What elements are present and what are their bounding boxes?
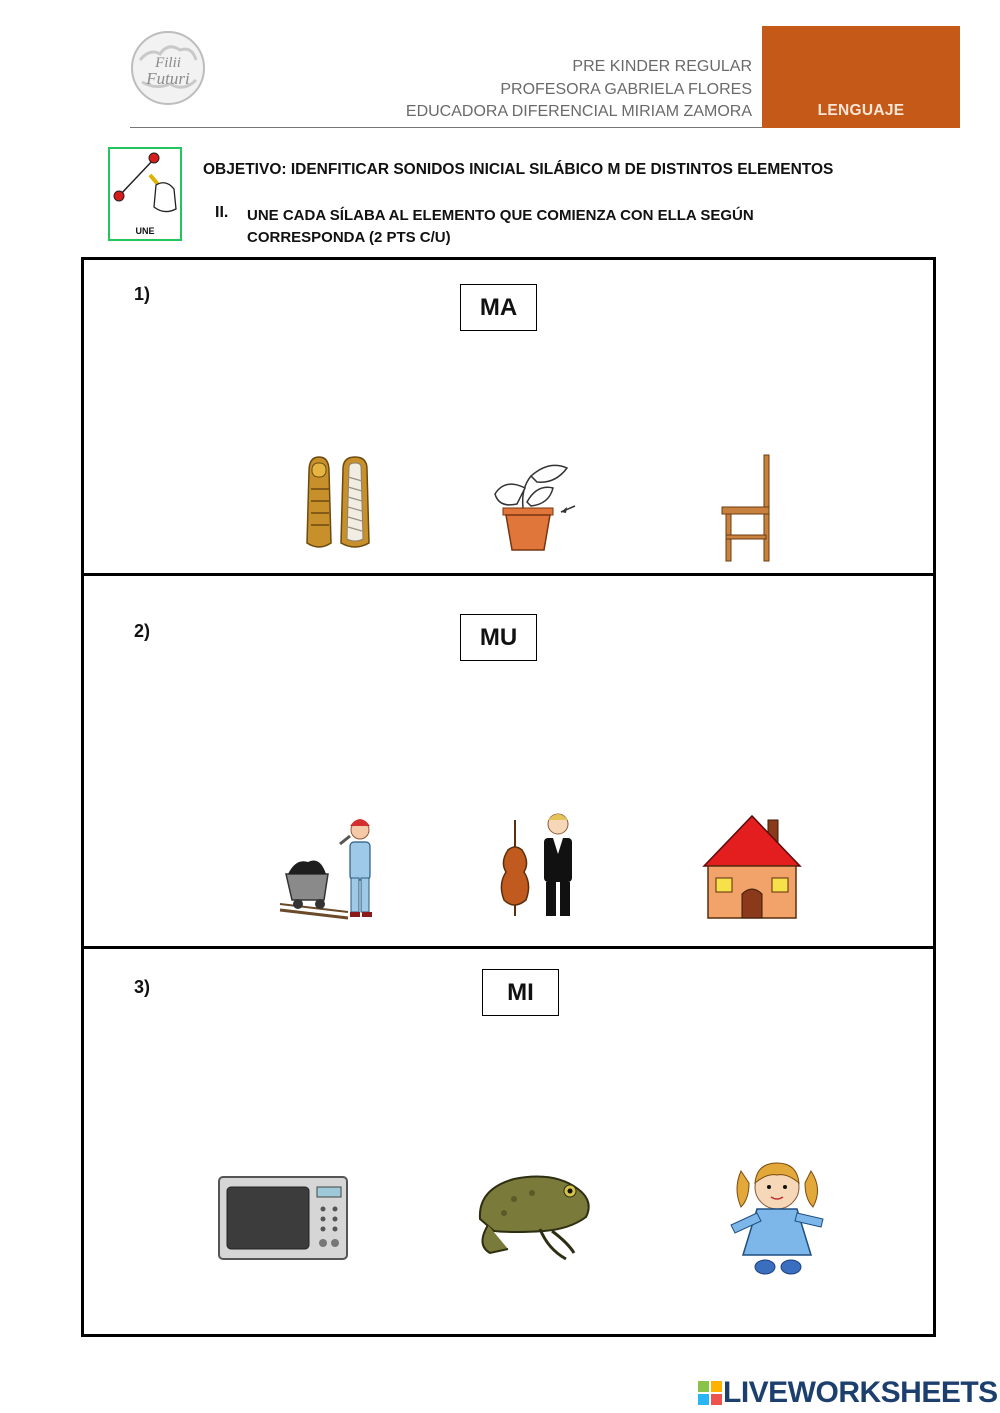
syllable-box[interactable]: MU [460, 614, 537, 661]
section-number: 3) [134, 977, 151, 997]
join-pictogram [108, 147, 182, 241]
liveworksheets-brand[interactable] [697, 1376, 998, 1410]
mummy-image[interactable] [303, 453, 373, 553]
course-name: PRE KINDER REGULAR [572, 58, 752, 75]
musician-image[interactable] [490, 806, 585, 921]
teacher-name: PROFESORA GABRIELA FLORES [500, 80, 752, 98]
educator-name: EDUCADORA DIFERENCIAL MIRIAM ZAMORA [405, 103, 752, 120]
school-logo [130, 30, 206, 106]
miner-image[interactable] [278, 806, 390, 921]
section-number: 1) [134, 284, 151, 304]
microwave-image[interactable] [217, 1173, 351, 1263]
liveworksheets-logo-icon [697, 1380, 723, 1406]
subject-banner [762, 26, 960, 128]
subject-label: LENGUAJE [817, 102, 905, 119]
toad-image[interactable] [474, 1169, 596, 1269]
house-image[interactable] [702, 814, 802, 921]
logo-text-1: Filii [155, 55, 181, 71]
exercise-section-1 [81, 257, 936, 576]
section-number: 2) [134, 621, 151, 641]
objective-text: OBJETIVO: IDENFITICAR SONIDOS INICIAL SILÁBICO M DE DISTINTOS ELEMENTOS [203, 161, 834, 178]
chair-image[interactable] [718, 453, 778, 563]
doll-image[interactable] [727, 1159, 839, 1279]
pictogram-caption: UNE [135, 226, 155, 236]
exercise-section-3 [81, 946, 936, 1337]
instruction-text: UNE CADA SÍLABA AL ELEMENTO QUE COMIENZA CON ELLA SEGÚN CORRESPONDA (2 PTS C/U) [247, 207, 754, 246]
pencil-join-icon [110, 149, 180, 223]
header-info [406, 56, 752, 124]
instruction-number: II. [215, 204, 229, 221]
syllable-box[interactable]: MI [482, 969, 559, 1016]
brand-text: LIVEWORKSHEETS [723, 1376, 998, 1409]
syllable-box[interactable]: MA [460, 284, 537, 331]
plant-pot-image[interactable] [491, 458, 581, 553]
exercise-section-2 [81, 573, 936, 949]
logo-text-2: Futuri [146, 69, 190, 88]
header-divider [130, 127, 762, 128]
